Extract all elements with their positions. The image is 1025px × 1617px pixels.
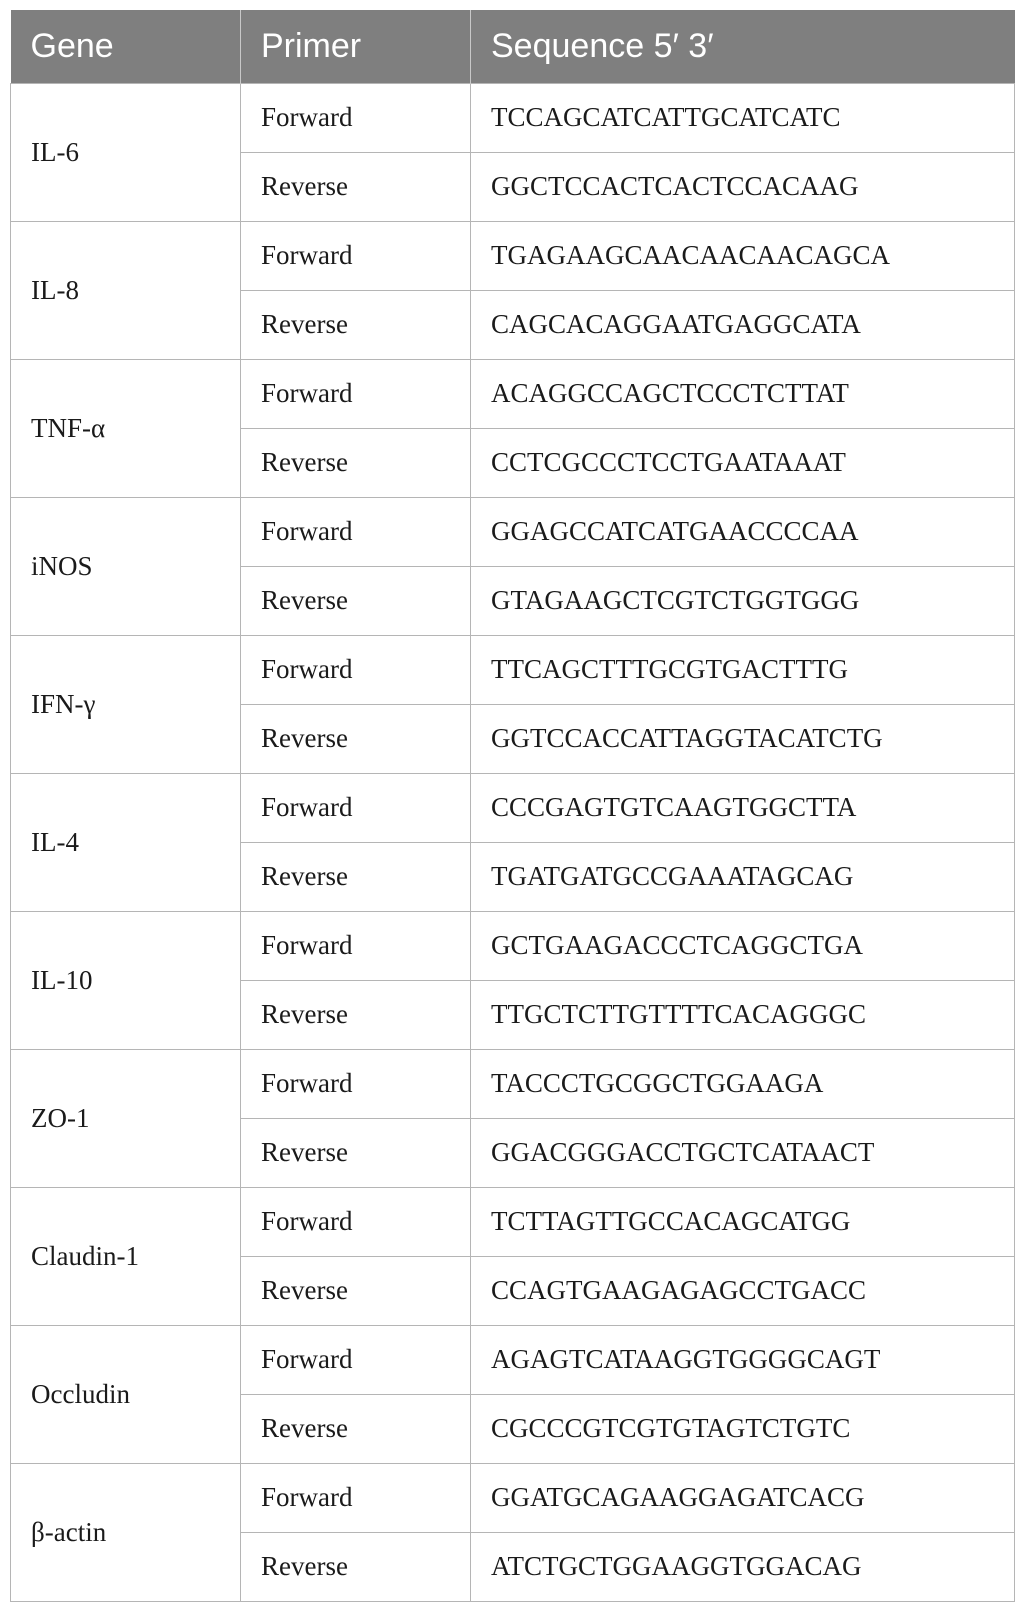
primer-direction-cell: Reverse [241,566,471,635]
primer-direction-cell: Forward [241,911,471,980]
gene-cell: Occludin [11,1325,241,1463]
table-row [11,1187,1015,1256]
table-row [11,773,1015,842]
sequence-cell: ATCTGCTGGAAGGTGGACAG [471,1532,1015,1601]
header-sequence: Sequence 5′ 3′ [471,10,1015,83]
sequence-cell: CGCCCGTCGTGTAGTCTGTC [471,1394,1015,1463]
primer-direction-cell: Reverse [241,1256,471,1325]
table-row [11,497,1015,566]
primer-direction-cell: Forward [241,83,471,152]
primer-direction-cell: Reverse [241,290,471,359]
table-row [11,359,1015,428]
header-gene: Gene [11,10,241,83]
table-row [11,221,1015,290]
sequence-cell: GGCTCCACTCACTCCACAAG [471,152,1015,221]
sequence-cell: TTCAGCTTTGCGTGACTTTG [471,635,1015,704]
sequence-cell: TACCCTGCGGCTGGAAGA [471,1049,1015,1118]
gene-cell: IL-8 [11,221,241,359]
primer-direction-cell: Reverse [241,1118,471,1187]
primer-direction-cell: Forward [241,1463,471,1532]
sequence-cell: GGAGCCATCATGAACCCCAA [471,497,1015,566]
table-row [11,83,1015,152]
table-row [11,911,1015,980]
sequence-cell: CAGCACAGGAATGAGGCATA [471,290,1015,359]
sequence-cell: CCTCGCCCTCCTGAATAAAT [471,428,1015,497]
gene-cell: IL-10 [11,911,241,1049]
sequence-cell: TGAGAAGCAACAACAACAGCA [471,221,1015,290]
primer-direction-cell: Reverse [241,980,471,1049]
primer-direction-cell: Reverse [241,1394,471,1463]
gene-cell: iNOS [11,497,241,635]
primer-direction-cell: Reverse [241,704,471,773]
sequence-cell: GGACGGGACCTGCTCATAACT [471,1118,1015,1187]
sequence-cell: AGAGTCATAAGGTGGGGCAGT [471,1325,1015,1394]
primer-direction-cell: Reverse [241,152,471,221]
table-body [11,83,1015,1601]
table-row [11,1049,1015,1118]
primer-direction-cell: Forward [241,1187,471,1256]
primer-table-container [10,10,1014,1602]
gene-cell: ZO-1 [11,1049,241,1187]
primer-direction-cell: Reverse [241,1532,471,1601]
sequence-cell: ACAGGCCAGCTCCCTCTTAT [471,359,1015,428]
primer-direction-cell: Forward [241,773,471,842]
primer-direction-cell: Forward [241,1049,471,1118]
sequence-cell: TGATGATGCCGAAATAGCAG [471,842,1015,911]
gene-cell: IL-4 [11,773,241,911]
sequence-cell: CCAGTGAAGAGAGCCTGACC [471,1256,1015,1325]
sequence-cell: TCTTAGTTGCCACAGCATGG [471,1187,1015,1256]
sequence-cell: TCCAGCATCATTGCATCATC [471,83,1015,152]
gene-cell: TNF-α [11,359,241,497]
gene-cell: β-actin [11,1463,241,1601]
gene-cell: IL-6 [11,83,241,221]
sequence-cell: CCCGAGTGTCAAGTGGCTTA [471,773,1015,842]
sequence-cell: GGTCCACCATTAGGTACATCTG [471,704,1015,773]
primer-direction-cell: Forward [241,1325,471,1394]
gene-cell: IFN-γ [11,635,241,773]
primer-direction-cell: Forward [241,497,471,566]
table-row [11,1463,1015,1532]
primer-direction-cell: Reverse [241,428,471,497]
table-row [11,1325,1015,1394]
primer-direction-cell: Forward [241,359,471,428]
header-primer: Primer [241,10,471,83]
gene-cell: Claudin-1 [11,1187,241,1325]
table-row [11,635,1015,704]
primer-direction-cell: Reverse [241,842,471,911]
primer-table [10,10,1015,1602]
primer-direction-cell: Forward [241,221,471,290]
sequence-cell: GTAGAAGCTCGTCTGGTGGG [471,566,1015,635]
header-row [11,10,1015,83]
sequence-cell: GGATGCAGAAGGAGATCACG [471,1463,1015,1532]
sequence-cell: GCTGAAGACCCTCAGGCTGA [471,911,1015,980]
sequence-cell: TTGCTCTTGTTTTCACAGGGC [471,980,1015,1049]
primer-direction-cell: Forward [241,635,471,704]
table-header [11,10,1015,83]
